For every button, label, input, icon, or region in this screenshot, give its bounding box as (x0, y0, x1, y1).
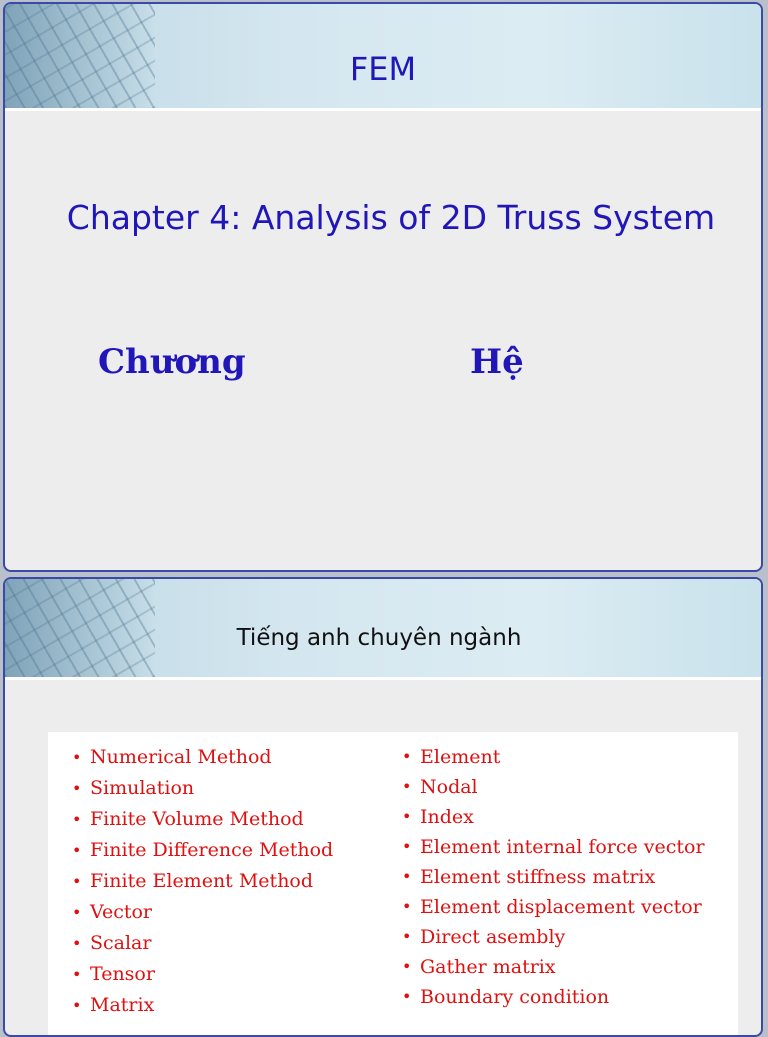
bullet-icon: • (402, 957, 412, 976)
bullet-icon: • (402, 867, 412, 886)
vocabulary-list-right (400, 742, 705, 1012)
vocabulary-item (400, 742, 705, 772)
vocabulary-term: Matrix (90, 994, 155, 1016)
slide-title: FEM (349, 50, 417, 88)
vocabulary-item (70, 990, 333, 1021)
vocabulary-item (400, 892, 705, 922)
slide-title: Tiếng anh chuyên ngành (236, 625, 522, 651)
vocabulary-item (70, 928, 333, 959)
vocabulary-box (48, 732, 738, 1037)
slide-chapter-title (3, 2, 763, 572)
vocabulary-item (70, 866, 333, 897)
vocabulary-item (70, 959, 333, 990)
vocabulary-item (70, 897, 333, 928)
bullet-icon: • (72, 841, 82, 860)
vocabulary-term: Boundary condition (420, 986, 610, 1008)
bullet-icon: • (402, 987, 412, 1006)
vocabulary-term: Gather matrix (420, 956, 556, 978)
vocabulary-term: Element (420, 746, 501, 768)
vocabulary-term: Vector (90, 901, 153, 923)
vocabulary-item (70, 773, 333, 804)
bullet-icon: • (72, 903, 82, 922)
vocabulary-term: Direct asembly (420, 926, 566, 948)
vocabulary-term: Nodal (420, 776, 478, 798)
bullet-icon: • (72, 934, 82, 953)
vocabulary-item (400, 952, 705, 982)
vocabulary-term: Finite Difference Method (90, 839, 334, 861)
vocabulary-term: Finite Volume Method (90, 808, 304, 830)
slide-vocabulary (3, 577, 763, 1037)
vocabulary-item (400, 832, 705, 862)
vocabulary-item (400, 772, 705, 802)
slide-header-banner (5, 4, 761, 111)
bullet-icon: • (72, 872, 82, 891)
vocabulary-item (70, 742, 333, 773)
vocabulary-term: Element displacement vector (420, 896, 702, 918)
vocabulary-term: Simulation (90, 777, 195, 799)
vietnamese-word-right: Hệ (470, 342, 524, 382)
bullet-icon: • (72, 779, 82, 798)
vocabulary-item (400, 982, 705, 1012)
bullet-icon: • (402, 807, 412, 826)
vocabulary-term: Numerical Method (90, 746, 272, 768)
vocabulary-item (400, 862, 705, 892)
vocabulary-term: Finite Element Method (90, 870, 314, 892)
bullet-icon: • (402, 777, 412, 796)
vocabulary-item (400, 802, 705, 832)
vocabulary-item (70, 835, 333, 866)
vocabulary-item (400, 922, 705, 952)
bullet-icon: • (72, 810, 82, 829)
bullet-icon: • (402, 837, 412, 856)
vocabulary-list-left (70, 742, 333, 1021)
slide-header-banner (5, 579, 761, 680)
chapter-title: Chapter 4: Analysis of 2D Truss System (66, 198, 716, 237)
bullet-icon: • (402, 927, 412, 946)
vocabulary-term: Scalar (90, 932, 152, 954)
vocabulary-term: Tensor (90, 963, 155, 985)
vocabulary-term: Element internal force vector (420, 836, 705, 858)
bullet-icon: • (72, 996, 82, 1015)
vocabulary-term: Element stiffness matrix (420, 866, 656, 888)
bullet-icon: • (402, 897, 412, 916)
vietnamese-word-left: Chương (98, 342, 246, 382)
vocabulary-item (70, 804, 333, 835)
bullet-icon: • (72, 965, 82, 984)
bullet-icon: • (72, 748, 82, 767)
bullet-icon: • (402, 747, 412, 766)
vocabulary-term: Index (420, 806, 474, 828)
